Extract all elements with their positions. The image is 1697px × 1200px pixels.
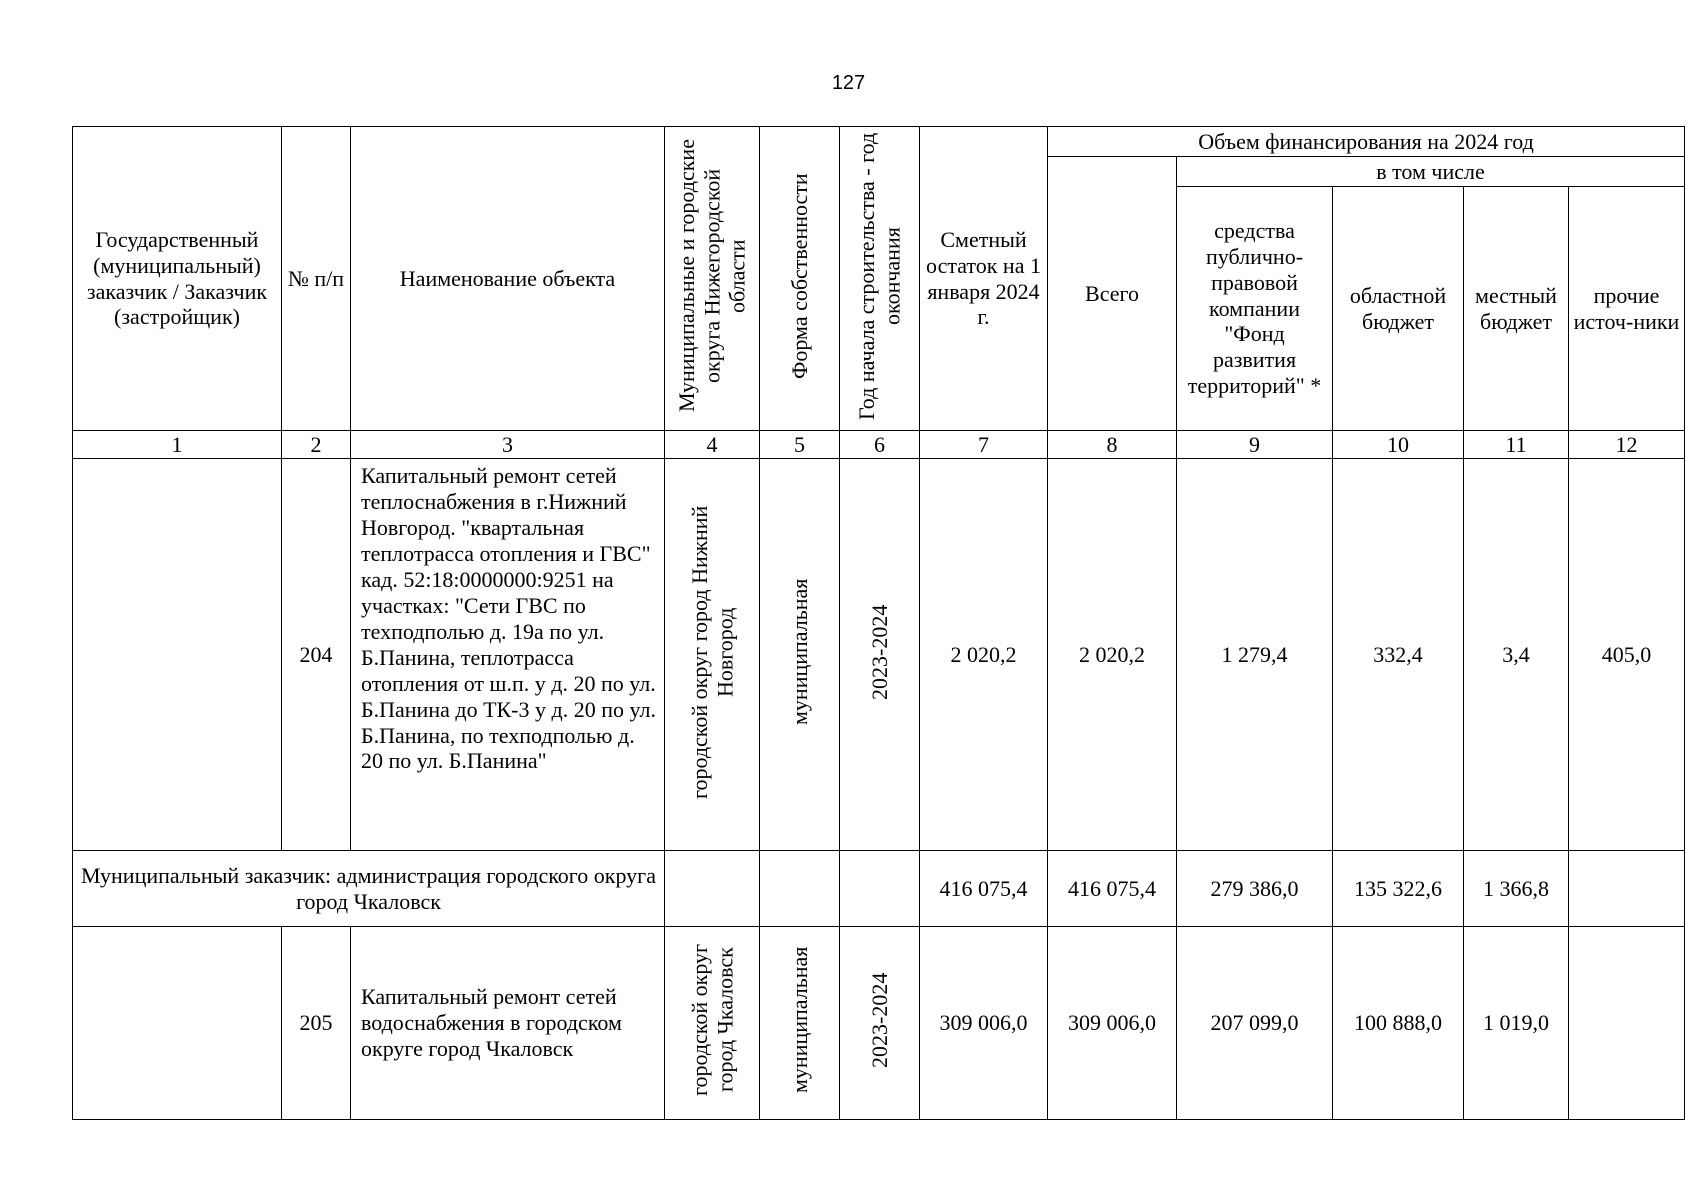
header-total: Всего <box>1048 157 1177 431</box>
column-number: 9 <box>1177 431 1333 459</box>
column-number: 10 <box>1333 431 1464 459</box>
row-regional: 332,4 <box>1333 459 1464 851</box>
header-row-1 <box>73 127 1685 157</box>
column-number: 11 <box>1464 431 1569 459</box>
financing-table <box>72 126 1685 1120</box>
header-regional: областной бюджет <box>1333 187 1464 431</box>
header-ownership <box>760 127 840 431</box>
header-estimate-balance: Сметный остаток на 1 января 2024 г. <box>920 127 1048 431</box>
column-number: 2 <box>282 431 351 459</box>
group-estimate-balance: 416 075,4 <box>920 851 1048 927</box>
row-customer <box>73 459 282 851</box>
row-customer <box>73 927 282 1120</box>
row-years-text: 2023-2024 <box>866 972 892 1068</box>
column-number: 4 <box>665 431 760 459</box>
header-ownership-text: Форма собственности <box>786 172 812 379</box>
row-ownership-text: муниципальная <box>786 578 812 725</box>
column-number: 12 <box>1569 431 1685 459</box>
row-municipality-text: городской округ город Чкаловск <box>686 943 737 1097</box>
row-municipality-text: городской округ город Нижний Новгород <box>686 504 737 799</box>
customer-group-name: Муниципальный заказчик: администрация городского округа город Чкаловск <box>73 851 665 927</box>
row-number: 204 <box>282 459 351 851</box>
header-years-text: Год начала строительства - год окончания <box>854 131 905 420</box>
row-years-text: 2023-2024 <box>866 603 892 700</box>
column-number: 1 <box>73 431 282 459</box>
row-other <box>1569 927 1685 1120</box>
header-municipality-text: Муниципальные и городские округа Нижегородской области <box>674 139 750 413</box>
column-number: 6 <box>840 431 920 459</box>
column-numbers-row <box>73 431 1685 459</box>
row-other: 405,0 <box>1569 459 1685 851</box>
row-regional: 100 888,0 <box>1333 927 1464 1120</box>
row-fund: 207 099,0 <box>1177 927 1333 1120</box>
row-years <box>840 927 920 1120</box>
header-fund: средства публично-правовой компании "Фонд развития территорий" * <box>1177 187 1333 431</box>
group-empty-cell <box>665 851 760 927</box>
row-estimate-balance: 2 020,2 <box>920 459 1048 851</box>
column-number: 8 <box>1048 431 1177 459</box>
group-empty-cell <box>760 851 840 927</box>
header-local: местный бюджет <box>1464 187 1569 431</box>
row-fund: 1 279,4 <box>1177 459 1333 851</box>
group-other <box>1569 851 1685 927</box>
group-empty-cell <box>840 851 920 927</box>
row-local: 1 019,0 <box>1464 927 1569 1120</box>
header-funding-title: Объем финансирования на 2024 год <box>1048 127 1685 157</box>
row-municipality <box>665 459 760 851</box>
group-regional: 135 322,6 <box>1333 851 1464 927</box>
row-local: 3,4 <box>1464 459 1569 851</box>
row-municipality <box>665 927 760 1120</box>
header-other: прочие источ-ники <box>1569 187 1685 431</box>
group-total: 416 075,4 <box>1048 851 1177 927</box>
group-local: 1 366,8 <box>1464 851 1569 927</box>
row-ownership <box>760 927 840 1120</box>
row-years <box>840 459 920 851</box>
row-total: 2 020,2 <box>1048 459 1177 851</box>
row-total: 309 006,0 <box>1048 927 1177 1120</box>
header-customer: Государственный (муниципальный) заказчик / Заказчик (застройщик) <box>73 127 282 431</box>
row-ownership <box>760 459 840 851</box>
header-municipality <box>665 127 760 431</box>
row-number: 205 <box>282 927 351 1120</box>
row-object-name: Капитальный ремонт сетей водоснабжения в городском округе город Чкаловск <box>351 927 665 1120</box>
header-number: № п/п <box>282 127 351 431</box>
row-ownership-text: муниципальная <box>786 946 812 1094</box>
table-row <box>73 927 1685 1120</box>
row-object-name: Капитальный ремонт сетей теплоснабжения в г.Нижний Новгород. "квартальная теплотрасса отопления и ГВС" кад. 52:18:0000000:9251 на участках: "Сети ГВС по техподполью д. 19а по ул. Б.Панина, теплотрасса отопления от ш.п. у д. 20 по ул. Б.Панина до ТК-3 у д. 20 по ул. Б.Панина, по техподполью д. 20 по ул. Б.Панина" <box>351 459 665 851</box>
column-number: 7 <box>920 431 1048 459</box>
header-object-name: Наименование объекта <box>351 127 665 431</box>
row-estimate-balance: 309 006,0 <box>920 927 1048 1120</box>
page-number: 127 <box>831 72 866 94</box>
group-fund: 279 386,0 <box>1177 851 1333 927</box>
table-row <box>73 459 1685 851</box>
header-years <box>840 127 920 431</box>
customer-group-row <box>73 851 1685 927</box>
header-including: в том числе <box>1177 157 1685 187</box>
column-number: 5 <box>760 431 840 459</box>
column-number: 3 <box>351 431 665 459</box>
